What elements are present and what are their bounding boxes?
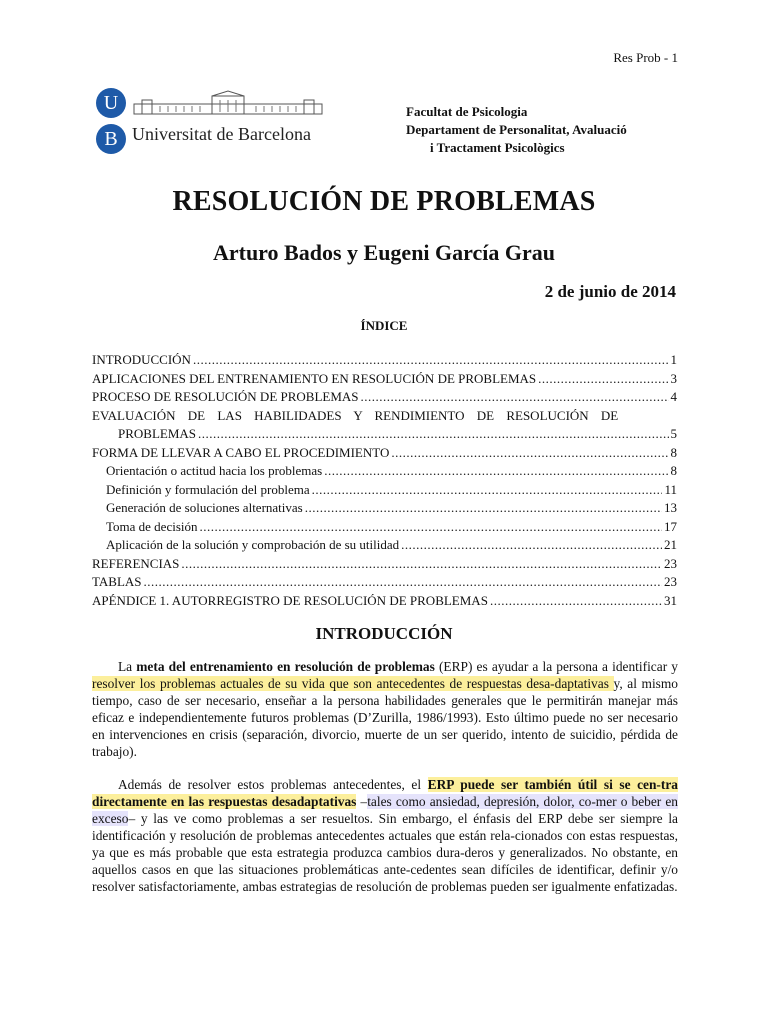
paragraph-text bbox=[92, 776, 678, 895]
toc-entry-label: APLICACIONES DEL ENTRENAMIENTO EN RESOLUCIÓN DE PROBLEMAS bbox=[92, 370, 537, 386]
toc-entry-label: Generación de soluciones alternativas bbox=[106, 500, 303, 515]
intro-paragraph-1 bbox=[92, 658, 678, 760]
toc-entry[interactable] bbox=[92, 389, 677, 408]
document-title: RESOLUCIÓN DE PROBLEMAS bbox=[172, 186, 596, 217]
toc-leader bbox=[305, 500, 662, 516]
toc-leader bbox=[144, 574, 662, 590]
building-icon bbox=[132, 90, 324, 116]
toc-entry[interactable] bbox=[92, 426, 677, 445]
faculty-line-3: i Tractament Psicològics bbox=[430, 140, 565, 155]
bold-highlighted-phrase: ERP puede ser también útil si se cen-tra directamente en las respuestas desadaptativas bbox=[92, 777, 678, 809]
toc-entry-page: 23 bbox=[664, 555, 677, 571]
toc-entry-page: 17 bbox=[664, 518, 677, 534]
toc-entry-label: APÉNDICE 1. AUTORREGISTRO DE RESOLUCIÓN DE PROBLEMAS bbox=[92, 592, 488, 608]
text-run: – bbox=[356, 794, 368, 809]
toc-leader bbox=[193, 352, 669, 368]
toc-entry-wrapped-line[interactable] bbox=[92, 408, 677, 427]
text-run: Además de resolver estos problemas antecedentes, el bbox=[118, 777, 428, 792]
toc-entry[interactable] bbox=[92, 445, 677, 464]
toc-entry-page: 3 bbox=[670, 370, 677, 386]
toc-leader bbox=[490, 593, 662, 609]
text-run: La bbox=[118, 659, 137, 674]
toc-leader bbox=[181, 556, 662, 572]
index-heading: ÍNDICE bbox=[360, 318, 408, 333]
toc-subentry[interactable] bbox=[92, 482, 677, 501]
toc-entry-page: 11 bbox=[664, 481, 677, 497]
toc-entry-label: REFERENCIAS bbox=[92, 555, 180, 571]
toc-entry[interactable] bbox=[92, 371, 677, 390]
highlighted-phrase: tales como ansiedad, depresión, dolor, co-mer o beber en exceso bbox=[92, 794, 678, 826]
document-authors: Arturo Bados y Eugeni García Grau bbox=[212, 240, 556, 265]
toc-entry-page: 5 bbox=[670, 426, 677, 441]
text-run: (ERP) es ayudar a la persona a identificar y bbox=[434, 659, 678, 674]
toc-entry-label: Orientación o actitud hacia los problemas bbox=[106, 463, 323, 478]
page-number-header: Res Prob - 1 bbox=[613, 50, 678, 65]
toc-leader bbox=[538, 371, 668, 387]
toc-entry[interactable] bbox=[92, 593, 677, 612]
toc-subentry[interactable] bbox=[92, 519, 677, 538]
toc-leader bbox=[361, 389, 669, 405]
toc-entry-label: FORMA DE LLEVAR A CABO EL PROCEDIMIENTO bbox=[92, 444, 390, 460]
logo-letter-u: U bbox=[96, 88, 126, 118]
table-of-contents bbox=[92, 352, 677, 611]
toc-subentry[interactable] bbox=[92, 463, 677, 482]
toc-entry-page: 8 bbox=[670, 463, 677, 478]
university-name: Universitat de Barcelona bbox=[132, 124, 311, 144]
toc-entry-page: 31 bbox=[664, 592, 677, 608]
toc-entry[interactable] bbox=[92, 574, 677, 593]
faculty-line-1: Facultat de Psicologia bbox=[406, 104, 528, 119]
paragraph-text bbox=[92, 658, 678, 760]
toc-entry-page: 23 bbox=[664, 574, 677, 589]
toc-entry[interactable] bbox=[92, 352, 677, 371]
toc-leader bbox=[200, 519, 662, 535]
faculty-block bbox=[406, 103, 627, 157]
toc-entry-label: PROBLEMAS bbox=[118, 426, 197, 441]
logo-badge-b bbox=[96, 124, 126, 154]
toc-entry-label-line1: EVALUACIÓN DE LAS HABILIDADES Y RENDIMIENTO DE RESOLUCIÓN DE bbox=[92, 407, 619, 423]
toc-leader bbox=[401, 537, 662, 553]
text-run: – y las ve como problemas a ser resueltos. Sin embargo, el énfasis del ERP debe ser siempre la identificación y resolución de problemas antecedentes actuales que están rela-cionados con estas respuestas, ya que es más probable que esta estrategia produzca cambios dura-deros y generalizados. No obstante, en aquellos casos en que las situaciones problemáticas ante-cedentes sean difíciles de identificar, definir y/o resolver satisfactoriamente, ambas estrategias de resolución de problemas pueden ser igualmente enfatizadas. bbox=[92, 811, 678, 894]
toc-entry-page: 4 bbox=[670, 389, 677, 404]
toc-entry-label: Toma de decisión bbox=[106, 518, 198, 534]
toc-leader bbox=[198, 426, 668, 442]
toc-subentry[interactable] bbox=[92, 500, 677, 519]
highlighted-phrase: resolver los problemas actuales de su vida que son antecedentes de respuestas desa-daptativas bbox=[92, 676, 614, 691]
intro-paragraph-2 bbox=[92, 776, 678, 895]
toc-leader bbox=[391, 445, 668, 461]
toc-entry-page: 8 bbox=[670, 444, 677, 460]
logo-badge-u bbox=[96, 88, 126, 118]
university-logo bbox=[96, 86, 328, 156]
toc-entry-label: PROCESO DE RESOLUCIÓN DE PROBLEMAS bbox=[92, 389, 359, 404]
toc-subentry[interactable] bbox=[92, 537, 677, 556]
section-heading-introduccion: INTRODUCCIÓN bbox=[315, 624, 453, 643]
toc-entry-page: 1 bbox=[670, 352, 677, 367]
toc-entry-page: 21 bbox=[664, 537, 677, 552]
logo-letter-b: B bbox=[96, 124, 126, 154]
document-date: 2 de junio de 2014 bbox=[544, 282, 676, 301]
toc-entry[interactable] bbox=[92, 556, 677, 575]
text-run: y, al mismo tiempo, caso de ser necesario, enseñar a la persona habilidades generales que le permitirán manejar más eficaz e independientemente futuros problemas (D’Zurilla, 1986/1993). Esto último puede no ser necesario en intervenciones en crisis (separación, divorcio, muerte de un ser querido, intento de suicidio, pérdida de trabajo). bbox=[92, 676, 678, 759]
toc-leader bbox=[324, 463, 668, 479]
toc-entry-label: Aplicación de la solución y comprobación de su utilidad bbox=[106, 537, 400, 552]
toc-entry-label: Definición y formulación del problema bbox=[106, 481, 310, 497]
toc-leader bbox=[312, 482, 663, 498]
faculty-line-2: Departament de Personalitat, Avaluació bbox=[406, 122, 627, 137]
toc-entry-page: 13 bbox=[664, 500, 677, 515]
toc-entry-label: TABLAS bbox=[92, 574, 142, 589]
toc-entry-label: INTRODUCCIÓN bbox=[92, 352, 191, 367]
bold-phrase: meta del entrenamiento en resolución de problemas bbox=[136, 659, 435, 674]
